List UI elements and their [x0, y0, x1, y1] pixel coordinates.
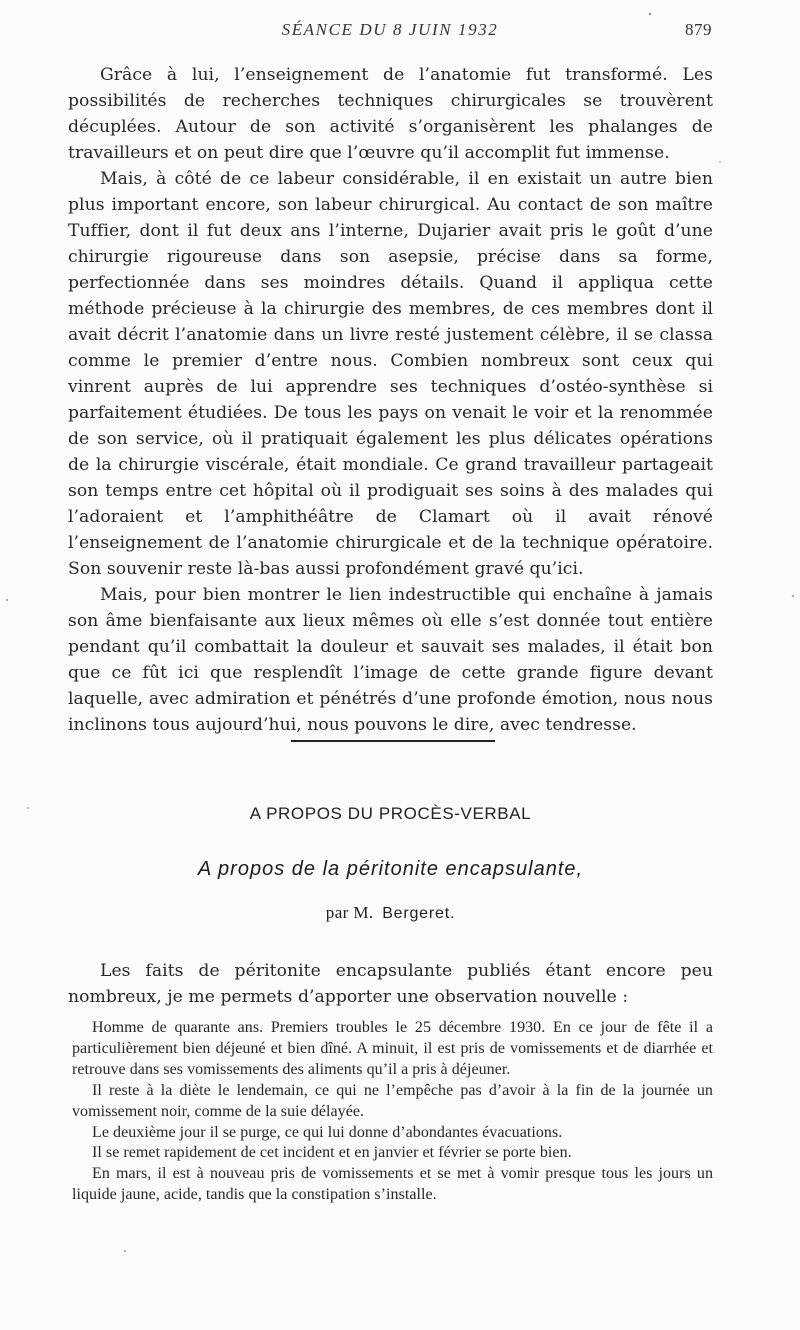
observation-paragraph: Il se remet rapidement de cet incident et en janvier et février se porte bien.: [92, 1144, 572, 1162]
observation-paragraph: Le deuxième jour il se purge, ce qui lui donne d’abondantes évacuations.: [92, 1123, 563, 1141]
byline: [68, 903, 713, 923]
running-title: SÉANCE DU 8 JUIN 1932: [281, 20, 499, 39]
section-divider: [291, 740, 495, 742]
byline-prefix: par M.: [325, 903, 374, 922]
paragraph: Mais, à côté de ce labeur considérable, il en existait un autre bien plus important encore, son labeur chirurgical. Au contact de son maître Tuffier, dont il fut deux ans l’interne, Dujarier avait pris le goût d’une chirurgie rigoureuse dans son asepsie, précise dans sa forme, perfectionnée dans ses moindres détails. Quand il appliqua cette méthode précieuse à la chirurgie des membres, de ces membres dont il avait décrit l’anatomie dans un livre resté justement célèbre, il se classa comme le premier d’entre nous. Combien nombreux sont ceux qui vinrent auprès de lui apprendre ses techniques d’ostéo-synthèse si parfaitement étudiées. De tous les pays on venait le voir et la renommée de son service, où il pratiquait également les plus délicates opérations de la chirurgie viscérale, était mondiale. Ce grand travailleur partageait son temps entre cet hôpital où il prodiguait ses soins à des malades qui l’adoraient et l’amphithéâtre de Clamart où il avait rénové l’enseignement de l’anatomie chirurgicale et de la technique opératoire. Son souvenir reste là-bas aussi profondément gravé qu’ici.: [68, 169, 713, 579]
paragraph: Mais, pour bien montrer le lien indestructible qui enchaîne à jamais son âme bienfaisante aux lieux mêmes où elle s’est donnée tout entière pendant qu’il combattait la douleur et sauvait ses malades, il était bon que ce fût ici que resplendît l’image de cette grande figure devant laquelle, avec admiration et pénétrés d’une profonde émotion, nous nous inclinons tous aujourd’hui, nous pouvons le dire, avec tendresse.: [68, 585, 713, 735]
observation-paragraph: Il reste à la diète le lendemain, ce qui ne l’empêche pas d’avoir à la fin de la journée un vomissement noir, comme de la suie délayée.: [72, 1081, 713, 1120]
running-header: [68, 20, 712, 46]
eulogy-text: [68, 62, 713, 738]
observation-paragraph: En mars, il est à nouveau pris de vomissements et se met à vomir presque tous les jours un liquide jaune, acide, tandis que la constipation s’installe.: [72, 1165, 713, 1204]
page-number: 879: [685, 20, 712, 39]
observation-paragraph: Homme de quarante ans. Premiers troubles le 25 décembre 1930. En ce jour de fête il a particulièrement bien déjeuné et bien dîné. A minuit, il est pris de vomissements et de diarrhée et retrouve dans ses vomissements des aliments qu’il a pris à déjeuner.: [72, 1019, 713, 1078]
paragraph: Grâce à lui, l’enseignement de l’anatomie fut transformé. Les possibilités de recherches techniques chirurgicales se trouvèrent décuplées. Autour de son activité s’organisèrent les phalanges de travailleurs et on peut dire que l’œuvre qu’il accomplit fut immense.: [68, 65, 713, 163]
author-name: Bergeret.: [382, 905, 456, 922]
case-observation: [72, 1018, 713, 1206]
article-title: A propos de la péritonite encapsulante,: [197, 858, 584, 880]
intro-paragraph: Les faits de péritonite encapsulante publiés étant encore peu nombreux, je me permets d’apporter une observation nouvelle :: [68, 961, 713, 1007]
article-intro: [68, 958, 713, 1010]
section-title: A PROPOS DU PROCÈS-VERBAL: [249, 804, 532, 823]
